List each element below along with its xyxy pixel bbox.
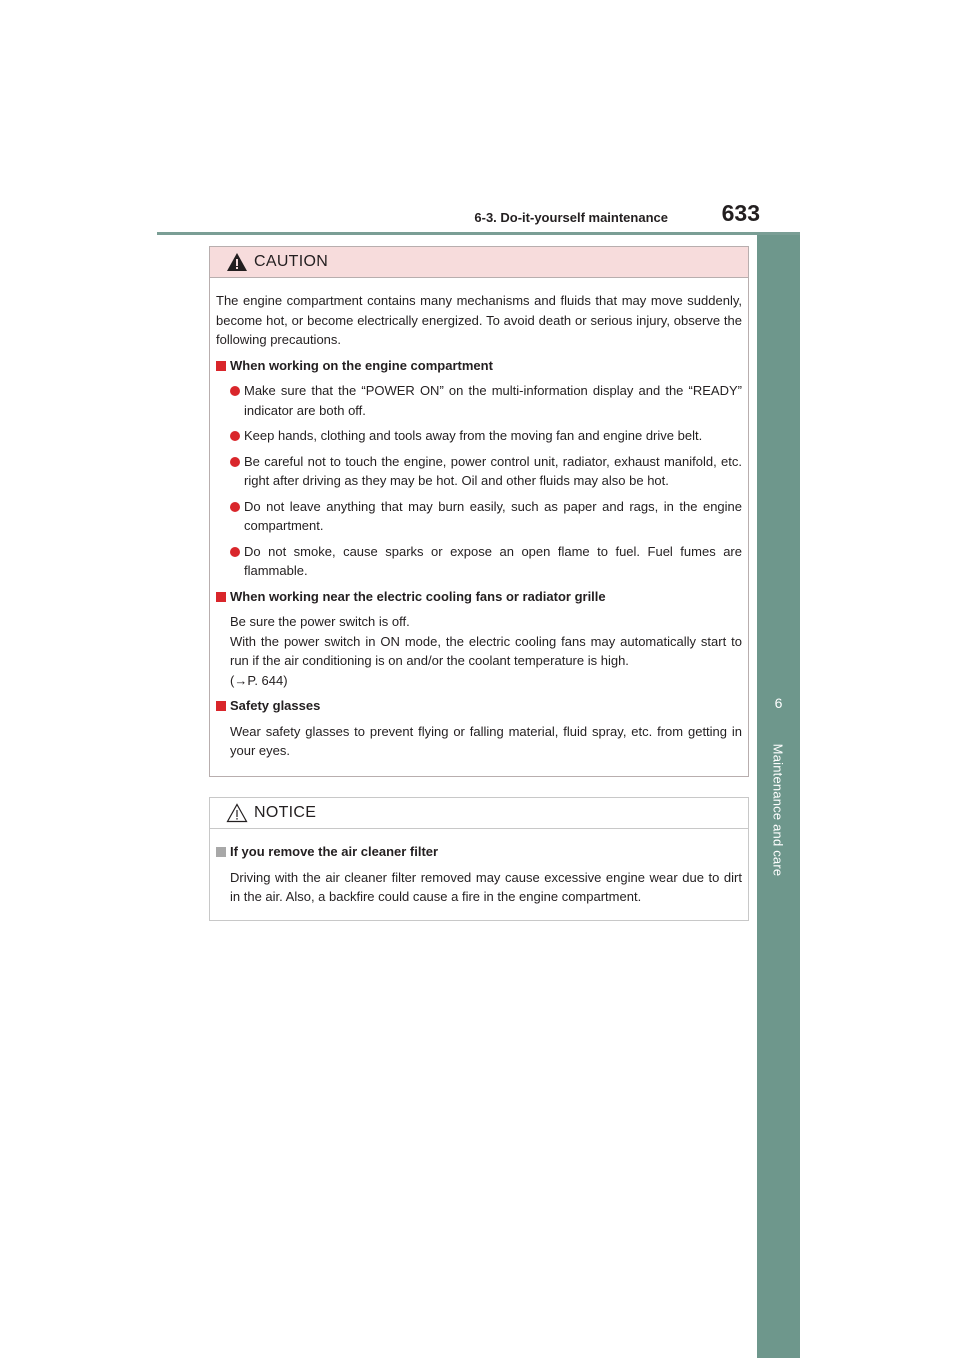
notice-box [209,797,749,921]
square-bullet-icon [216,701,226,711]
caution-box [209,246,749,777]
notice-title: NOTICE [254,804,317,821]
page-number: 633 [721,200,760,226]
section-body [230,612,742,690]
list-item-text: Do not smoke, cause sparks or expose an open flame to fuel. Fuel fumes are flammable. [244,543,742,578]
section-heading-text: When working near the electric cooling fans or radiator grille [230,588,606,604]
list-item-text: Keep hands, clothing and tools away from the moving fan and engine drive belt. [244,428,703,443]
round-bullet-icon [230,547,240,557]
list-item [230,426,742,446]
section-heading [216,356,742,376]
section-heading [216,842,742,862]
side-tab-label: Maintenance and care [770,743,786,877]
section-heading-text: When working on the engine compartment [230,357,493,373]
page-reference: (→P. 644) [230,672,288,688]
square-bullet-icon [216,847,226,857]
caution-intro: The engine compartment contains many mechanisms and fluids that may move suddenly, become hot, or become electrically energized. To avoid death or serious injury, observe the following precautions. [216,293,742,347]
round-bullet-icon [230,386,240,396]
notice-header [210,798,748,829]
caution-title: CAUTION [254,253,329,270]
caution-header [210,247,748,278]
header-rule [157,232,800,235]
section-heading [216,587,742,607]
section-heading [216,696,742,716]
list-item [230,497,742,536]
body-line: With the power switch in ON mode, the electric cooling fans may automatically start to run if the air conditioning is on and/or the coolant temperature is high. [230,633,742,668]
body-line: Driving with the air cleaner filter removed may cause excessive engine wear due to dirt in the air. Also, a backfire could cause a fire in the engine compartment. [230,869,742,904]
round-bullet-icon [230,457,240,467]
list-item [230,381,742,420]
caution-content [210,278,748,761]
list-item [230,542,742,581]
section-body [230,868,742,907]
warning-outline-icon [226,803,248,823]
square-bullet-icon [216,592,226,602]
notice-content [210,829,748,907]
list-item-text: Make sure that the “POWER ON” on the multi-information display and the “READY” indicator are both off. [244,383,742,418]
section-title: 6-3. Do-it-yourself maintenance [474,210,668,225]
round-bullet-icon [230,431,240,441]
section-heading-text: If you remove the air cleaner filter [230,844,439,859]
square-bullet-icon [216,361,226,371]
list-item [230,452,742,491]
warning-icon [226,252,248,272]
round-bullet-icon [230,502,240,512]
list-item-text: Be careful not to touch the engine, power control unit, radiator, exhaust manifold, etc. right after driving as they may be hot. Oil and other fluids may also be hot. [244,453,742,488]
body-line: Be sure the power switch is off. [230,614,410,629]
side-tab-number: 6 [774,695,783,711]
list-item-text: Do not leave anything that may burn easily, such as paper and rags, in the engine compartment. [244,498,742,533]
section-heading-text: Safety glasses [230,698,321,713]
section-body [230,722,742,761]
body-line: Wear safety glasses to prevent flying or falling material, fluid spray, etc. from getting in your eyes. [230,723,742,758]
